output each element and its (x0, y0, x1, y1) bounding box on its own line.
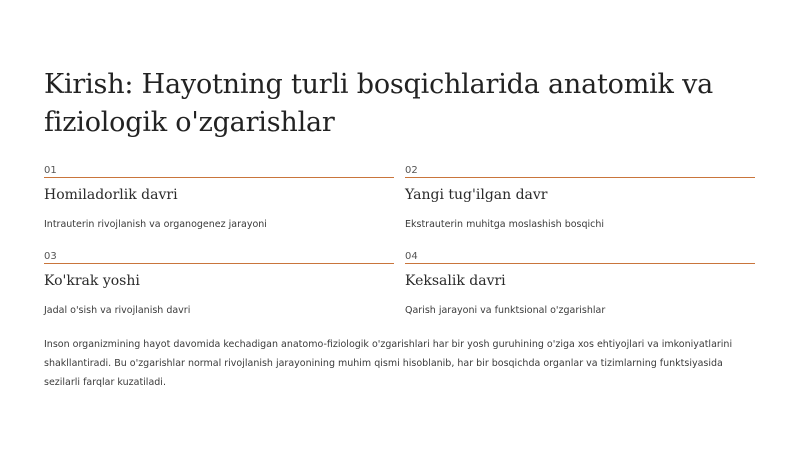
stage-description: Ekstrauterin muhitga moslashish bosqichi (405, 219, 605, 230)
accent-divider (405, 263, 755, 264)
intro-paragraph: Inson organizmining hayot davomida kechadigan anatomo-fiziologik o'zgarishlari har bir yosh guruhining o'ziga xos ehtiyojlari va imkoniyatlarini shakllantiradi. Bu o'zgarishlar normal rivojlanish jarayonining muhim qismi hisoblanib, har bir bosqichda organlar va tizimlarning funktsiyasida sezilarli farqlar kuzatiladi. (44, 339, 733, 388)
stage-number: 03 (44, 251, 57, 262)
stage-heading: Homiladorlik davri (44, 187, 178, 203)
stage-heading: Keksalik davri (405, 273, 506, 289)
stage-heading: Ko'krak yoshi (44, 273, 140, 289)
stage-card-3 (44, 251, 394, 317)
stage-number: 02 (405, 165, 418, 176)
stage-card-1 (44, 165, 394, 231)
stage-description: Intrauterin rivojlanish va organogenez jarayoni (44, 219, 267, 230)
stage-heading: Yangi tug'ilgan davr (405, 187, 548, 203)
slide-title: Kirish: Hayotning turli bosqichlarida anatomik va fiziologik o'zgarishlar (44, 69, 714, 138)
stage-card-2 (405, 165, 755, 231)
accent-divider (44, 177, 394, 178)
accent-divider (405, 177, 755, 178)
stage-number: 01 (44, 165, 57, 176)
stage-description: Jadal o'sish va rivojlanish davri (44, 305, 191, 316)
stage-number: 04 (405, 251, 418, 262)
stage-description: Qarish jarayoni va funktsional o'zgarishlar (405, 305, 606, 316)
accent-divider (44, 263, 394, 264)
stage-card-4 (405, 251, 755, 317)
